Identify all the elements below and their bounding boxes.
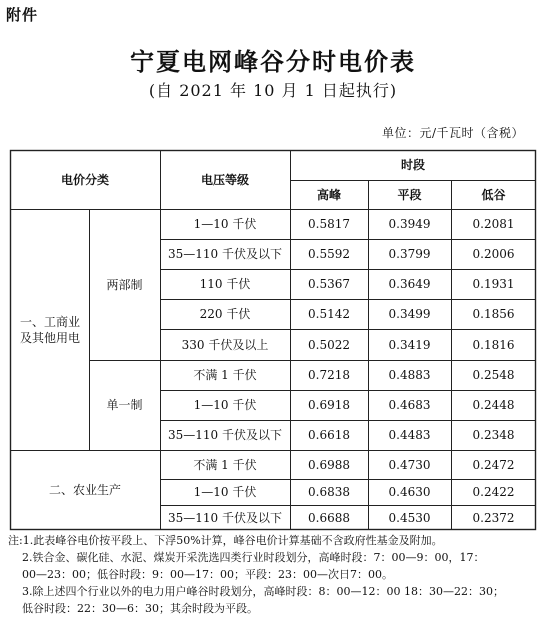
table-cell-valley: 0.2006 [472,247,515,261]
table-cell-valley: 0.2348 [472,428,515,442]
table-cell-valley: 0.2448 [472,398,515,412]
table-cell-valley: 0.2472 [472,457,515,472]
subgroup-single: 单一制 [106,398,143,412]
table-cell-flat: 0.4683 [388,398,431,412]
header-flat: 平段 [397,187,422,202]
table-cell-flat: 0.3499 [388,307,431,321]
table-cell-flat: 0.3419 [388,337,431,352]
header-period: 时段 [400,158,425,172]
table-cell-flat: 0.4883 [388,368,431,382]
table-cell-peak: 0.5367 [308,277,350,291]
category-agriculture: 二、农业生产 [48,483,121,497]
table-cell-voltage: 35—110 千伏及以下 [168,247,282,261]
table-cell-voltage: 35—110 千伏及以下 [168,510,282,525]
header-category: 电价分类 [60,172,109,187]
table-cell-peak: 0.7218 [308,368,350,382]
header-peak: 高峰 [316,187,341,202]
note-2-cont: 00—23：00；低谷时段：9：00—17：00；平段：23：00—次日7：00。 [22,568,393,581]
note-2: 2.铁合金、碳化硅、水泥、煤炭开采洗选四类行业时段划分，高峰时段：7：00—9：00，17： [22,551,485,564]
table-cell-peak: 0.6688 [308,510,350,525]
header-voltage: 电压等级 [200,172,249,187]
table-cell-voltage: 110 千伏 [199,277,251,291]
note-3: 3.除上述四个行业以外的电力用户峰谷时段划分，高峰时段：8：00—12：00 18：30—22：30； [22,585,504,598]
table-cell-peak: 0.6838 [308,485,350,499]
table-cell-voltage: 35—110 千伏及以下 [168,428,282,442]
table-cell-peak: 0.5817 [308,217,350,231]
table-cell-flat: 0.3949 [388,217,431,231]
table-cell-voltage: 不满 1 千伏 [193,368,257,382]
table-cell-valley: 0.1931 [472,277,515,291]
note-3-cont: 低谷时段：22：30—6：30；其余时段为平段。 [22,602,258,615]
category-industrial: 一、工商业及其他用电 [19,314,80,345]
table-cell-valley: 0.2422 [472,485,515,499]
table-cell-voltage: 220 千伏 [199,307,251,321]
note-1: 注:1.此表峰谷电价按平段上、下浮50%计算，峰谷电价计算基础不含政府性基金及附加。 [8,534,443,547]
attachment-label: 附件 [6,6,39,24]
table-cell-peak: 0.6988 [308,457,350,472]
table-cell-voltage: 1—10 千伏 [193,217,257,231]
notes [8,532,542,617]
table-cell-peak: 0.6918 [308,398,350,412]
page-title: 宁夏电网峰谷分时电价表 [130,47,416,76]
table-cell-peak: 0.5592 [308,247,350,261]
table-cell-peak: 0.5142 [308,307,350,321]
table-cell-peak: 0.5022 [308,337,350,352]
table-cell-voltage: 1—10 千伏 [193,485,257,499]
table-cell-valley: 0.1816 [472,337,515,352]
table-cell-voltage: 1—10 千伏 [193,398,257,412]
table-cell-valley: 0.2081 [472,217,515,231]
table-cell-flat: 0.3649 [388,277,431,291]
table-cell-peak: 0.6618 [308,428,350,442]
subgroup-two-part: 两部制 [106,277,143,292]
table-cell-voltage: 不满 1 千伏 [193,457,257,472]
table-cell-flat: 0.4730 [388,457,431,472]
table-cell-valley: 0.1856 [472,307,515,321]
table-cell-flat: 0.4630 [388,485,431,499]
unit-label: 单位：元/千瓦时（含税） [381,126,524,140]
table-cell-valley: 0.2548 [472,368,515,382]
header-valley: 低谷 [481,187,506,202]
table-cell-flat: 0.4483 [388,428,431,442]
effective-date: (自 2021 年 10 月 1 日起执行) [148,81,398,100]
table-cell-valley: 0.2372 [472,510,515,525]
table-cell-flat: 0.3799 [388,247,431,261]
table-cell-voltage: 330 千伏及以上 [181,337,269,352]
table-cell-flat: 0.4530 [388,510,431,525]
